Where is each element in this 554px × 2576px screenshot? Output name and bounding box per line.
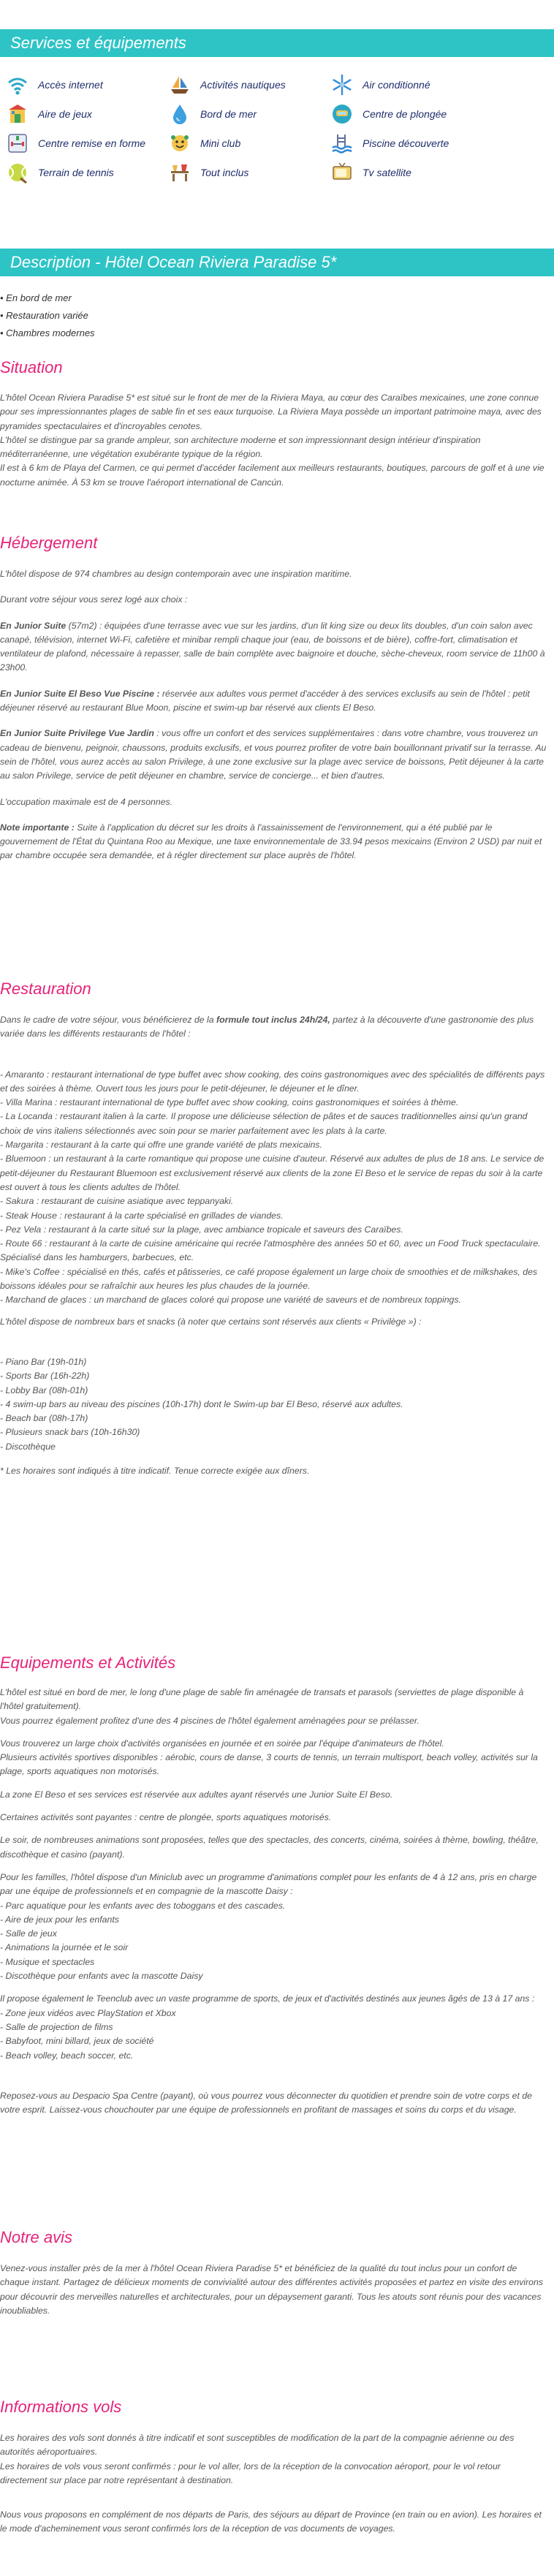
equipment-item — [330, 161, 411, 184]
equipment-label: Activités nautiques — [200, 79, 286, 91]
restauration-text — [0, 1013, 548, 1478]
list-item: - Villa Marina : restaurant international de type buffet avec show cooking, coins gastronomiques et soirées à thème. — [0, 1097, 459, 1108]
list-item: • En bord de mer — [0, 292, 72, 303]
equipment-item — [6, 132, 145, 155]
equipment-item — [168, 73, 286, 96]
equipment-item — [330, 132, 449, 155]
list-item: - Steak House : restaurant à la carte spécialisé en grillades de viandes. — [0, 1210, 284, 1221]
vols-title: Informations vols — [0, 2398, 122, 2416]
pool-icon — [330, 132, 354, 155]
list-item: • Restauration variée — [0, 310, 88, 321]
avis-title: Notre avis — [0, 2228, 73, 2246]
paragraph — [0, 821, 548, 863]
wifi-icon — [6, 73, 29, 96]
bold-text: Note importante : — [0, 822, 75, 833]
text: (57m2) : équipées d'une terrasse avec vue sur les jardins, d'un lit king size ou deux lits doubles, d'un coin salon avec canapé, télévision, internet Wi-Fi, cafetière et minibar rempli chaque jour (eau, de boissons et de bière), coffre-fort, climatisation et ventilateur de plafond, nécessaire à repasser, salle de bain complète avec baignoire et douche, sèche-cheveux, room service de 11h00 à 23h00. — [0, 620, 545, 673]
equipment-item — [330, 73, 430, 96]
equipment-item — [330, 102, 447, 126]
bold-text: formule tout inclus 24h/24, — [216, 1015, 330, 1025]
paragraph: L'hôtel est situé en bord de mer, le long d'une plage de sable fin aménagée de transats et parasols (serviettes de plage disponible à l'hôtel gratuitement). — [0, 1687, 524, 1712]
boat-icon — [168, 73, 191, 96]
list-item: - Salle de jeux — [0, 1928, 57, 1939]
list-item: - Piano Bar (19h-01h) — [0, 1356, 87, 1367]
list-item: - Aire de jeux pour les enfants — [0, 1914, 119, 1925]
paragraph: Reposez-vous au Despacio Spa Centre (payant), où vous pourrez vous déconnecter du quotidien et prendre soin de votre corps et de votre esprit. Laissez-vous chouchouter par une équipe de professionnels en profitant de massages et soins du corps et du visage. — [0, 2090, 533, 2115]
kids-club-icon — [168, 132, 191, 155]
paragraph: Les horaires de vols vous seront confirmés : pour le vol aller, lors de la réception de la convocation aéroport, pour le vol retour directement sur place par notre représentant à destination. — [0, 2461, 501, 2485]
bold-text: En Junior Suite El Beso Vue Piscine : — [0, 688, 160, 699]
paragraph: Vous trouverez un large choix d'activités organisées en journée et en soirée par l'équipe d'animateurs de l'hôtel. — [0, 1738, 444, 1749]
list-item: - La Locanda : restaurant italien à la carte. Il propose une délicieuse sélection de pâtes et de sauces traditionnelles ainsi qu'un grand choix de vins italiens sélectionnés avec soin pour se marier parfaitement avec les plats à la carte. — [0, 1111, 528, 1136]
diving-icon — [330, 102, 354, 126]
paragraph: L'occupation maximale est de 4 personnes. — [0, 796, 173, 807]
kids-list — [0, 1899, 548, 1984]
equipment-label: Terrain de tennis — [38, 167, 114, 178]
list-item: - Sakura : restaurant de cuisine asiatique avec teppanyaki. — [0, 1196, 234, 1207]
paragraph: L'hôtel dispose de 974 chambres au design contemporain avec une inspiration maritime. — [0, 569, 352, 579]
list-item: - Sports Bar (16h-22h) — [0, 1371, 90, 1382]
list-item: - Margarita : restaurant à la carte qui offre une grande variété de plats mexicains. — [0, 1140, 322, 1151]
teens-list — [0, 2007, 548, 2063]
paragraph: Les horaires des vols sont donnés à titre indicatif et sont susceptibles de modification de la part de la compagnie aérienne ou des autorités aéroportuaires. — [0, 2433, 515, 2458]
list-item: - Discothèque pour enfants avec la mascotte Daisy — [0, 1971, 203, 1982]
list-item: - 4 swim-up bars au niveau des piscines (10h-17h) dont le Swim-up bar El Beso, réservé aux adultes. — [0, 1398, 403, 1409]
list-item: - Parc aquatique pour les enfants avec des toboggans et des cascades. — [0, 1900, 286, 1911]
equipment-label: Aire de jeux — [38, 108, 92, 120]
list-item: - Beach volley, beach soccer, etc. — [0, 2050, 134, 2061]
paragraph: * Les horaires sont indiqués à titre indicatif. Tenue correcte exigée aux dîners. — [0, 1466, 310, 1477]
tv-icon — [330, 161, 354, 184]
equipment-label: Bord de mer — [200, 108, 257, 120]
list-item: - Marchand de glaces : un marchand de glaces coloré qui propose une variété de saveurs et de nombreux toppings. — [0, 1295, 461, 1306]
list-item: - Salle de projection de films — [0, 2021, 113, 2032]
paragraph: Nous vous proposons en complément de nos départs de Paris, des séjours au départ de Province (en train ou en avion). Les horaires et le mode d'acheminement vous seront confirmés lors de la réception de vos documents de voyages. — [0, 2509, 542, 2534]
bold-text: En Junior Suite Privilege Vue Jardin — [0, 728, 154, 739]
equipment-item — [6, 161, 114, 184]
list-item: - Discothèque — [0, 1441, 56, 1452]
equipements-title: Equipements et Activités — [0, 1653, 176, 1672]
equipment-label: Air conditionné — [363, 79, 430, 91]
text: : vous offre un confort et des services supplémentaires : dans votre chambre, vous trouverez un cadeau de bienvenu, peignoir, chaussons, produits exclusifs, et vous pourrez profiter de votre bain bouillonnant privatif sur la terrasse. Au sein de l'hôtel, vous aurez accès au salon Privilege, à une zone exclusive sur la plage avec service de boissons, Petit déjeuner à la carte au salon Privilege, service de petit déjeuner en chambre, service de concierge... et bien d'autres. — [0, 728, 547, 781]
paragraph — [0, 1013, 548, 1042]
situation-title: Situation — [0, 358, 63, 376]
playground-icon — [6, 102, 29, 126]
paragraph — [0, 687, 548, 716]
equipment-item — [168, 102, 257, 126]
list-item: - Babyfoot, mini billard, jeux de société — [0, 2036, 154, 2047]
paragraph: Venez-vous installer près de la mer à l'hôtel Ocean Riviera Paradise 5* et bénéficiez de la qualité du tout inclus pour un confort de chaque instant. Partagez de délicieux moments de convivialité autour des différentes activités proposées et partez en visite des environs pour découvrir des merveilles naturelles et architecturales, pour un dépaysement garanti. Tous les atouts sont réunis pour des vacances inoubliables. — [0, 2263, 544, 2316]
paragraph: Il propose également le Teenclub avec un vaste programme de sports, de jeux et d'activités destinés aux jeunes âgés de 13 à 17 ans : — [0, 1993, 535, 2004]
list-item: - Bluemoon : un restaurant à la carte romantique qui propose une cuisine d'auteur. Réservé aux adultes de plus de 18 ans. Le service de petit-déjeuner du Restaurant Bluemoon est exclusivement réservé aux clients de la zone El Beso et le service de repas du soir à la carte est ouvert à tous les clients adultes de l'hôtel. — [0, 1153, 544, 1192]
text: Dans le cadre de votre séjour, vous bénéficierez de la — [0, 1015, 216, 1025]
snowflake-icon — [330, 73, 354, 96]
tennis-icon — [6, 161, 29, 184]
text: Suite à l'application du décret sur les droits à l'assainissement de l'environnement, qui a été publié par le gouvernement de l'État du Quintana Roo au Mexique, une taxe environnementale de 33.94 pesos mexicains (Environ 2 USD) par nuit et par chambre occupée sera demandée, et à régler directement sur place auprès de l'hôtel. — [0, 822, 542, 861]
equipment-label: Accès internet — [38, 79, 103, 91]
equipment-item — [168, 161, 248, 184]
paragraph — [0, 619, 548, 675]
equipment-item — [168, 132, 240, 155]
equipment-item — [6, 73, 103, 96]
equipment-label: Centre remise en forme — [38, 137, 146, 149]
paragraph: Certaines activités sont payantes : centre de plongée, sports aquatiques motorisés. — [0, 1812, 332, 1823]
equipment-label: Tout inclus — [200, 167, 249, 178]
bold-text: En Junior Suite — [0, 620, 67, 631]
all-inclusive-icon — [168, 161, 191, 184]
hebergement-title: Hébergement — [0, 534, 98, 552]
restaurant-list — [0, 1068, 548, 1308]
vols-text — [0, 2431, 548, 2537]
equipment-label: Mini club — [200, 137, 241, 149]
list-item: - Lobby Bar (08h-01h) — [0, 1384, 88, 1395]
paragraph: Il est à 6 km de Playa del Carmen, ce qui permet d'accéder facilement aux meilleurs restaurants, boutiques, parcours de golf et à une vie nocturne animée. À 53 km se trouve l'aéroport international de Cancún. — [0, 463, 544, 488]
paragraph: La zone El Beso et ses services est réservée aux adultes ayant réservés une Junior Suite El Beso. — [0, 1789, 393, 1800]
paragraph: L'hôtel se distingue par sa grande ampleur, son architecture moderne et son impressionnant design intérieur d'inspiration méditerranéenne, une végétation exubérante typique de la région. — [0, 434, 481, 460]
list-item: - Amaranto : restaurant international de type buffet avec show cooking, des coins gastronomiques avec des spécialités de différents pays et des soirées à thème. Ouvert tous les jours pour le petit-déjeuner, le déjeuner et le dîner. — [0, 1069, 545, 1094]
list-item: - Animations la journée et le soir — [0, 1942, 129, 1953]
list-item: - Beach bar (08h-17h) — [0, 1413, 88, 1424]
list-item: • Chambres modernes — [0, 327, 95, 338]
paragraph: Pour les familles, l'hôtel dispose d'un Miniclub avec un programme d'animations complet pour les enfants de 4 à 12 ans, pris en charge par une équipe de professionnels et en compagnie de la mascotte Daisy : — [0, 1871, 537, 1897]
list-item: - Route 66 : restaurant à la carte de cuisine américaine qui recrée l'atmosphère des années 50 et 60, avec un Food Truck spectaculaire. Spécialisé dans les hamburgers, barbecues, etc. — [0, 1238, 541, 1263]
water-drop-icon — [168, 102, 191, 126]
bar-list — [0, 1355, 548, 1454]
paragraph: Le soir, de nombreuses animations sont proposées, telles que des spectacles, des concerts, cinéma, soirées à thème, bowling, théâtre, discothèque et casino (payant). — [0, 1835, 539, 1860]
paragraph: Durant votre séjour vous serez logé aux choix : — [0, 594, 188, 605]
list-item: - Zone jeux vidéos avec PlayStation et Xbox — [0, 2007, 176, 2018]
paragraph: L'hôtel dispose de nombreux bars et snacks (à noter que certains sont réservés aux clients « Privilège ») : — [0, 1316, 422, 1327]
equipment-label: Centre de plongée — [363, 108, 447, 120]
list-item: - Mike's Coffee : spécialisé en thés, cafés et pâtisseries, ce café propose également un large choix de smoothies et de milkshakes, des boissons idéales pour se rafraîchir aux heures les plus chaudes de la journée. — [0, 1266, 538, 1292]
description-banner: Description - Hôtel Ocean Riviera Paradise 5* — [0, 249, 554, 276]
text: réservée aux adultes vous permet d'accéder à des services exclusifs au sein de l'hôtel : petit déjeuner réservé au restaurant Blue Moon, piscine et swim-up bar réservé aux clients El Beso. — [0, 688, 530, 713]
list-item: - Plusieurs snack bars (10h-16h30) — [0, 1427, 140, 1438]
list-item: - Pez Vela : restaurant à la carte situé sur la plage, avec ambiance tropicale et saveurs des Caraïbes. — [0, 1224, 403, 1235]
equipment-label: Tv satellite — [363, 167, 411, 178]
paragraph — [0, 727, 548, 783]
hebergement-text — [0, 567, 548, 863]
equipment-label: Piscine découverte — [363, 137, 449, 149]
paragraph: Plusieurs activités sportives disponibles : aérobic, cours de danse, 3 courts de tennis, un terrain multisport, beach volley, activités sur la plage, sports aquatiques non motorisés. — [0, 1752, 538, 1777]
avis-text — [0, 2262, 548, 2318]
text: partez à la découverte d'une gastronomie des plus variée dans les différents restaurants de l'hôtel : — [0, 1015, 534, 1039]
paragraph: L'hôtel Ocean Riviera Paradise 5* est situé sur le front de mer de la Riviera Maya, au cœur des Caraïbes mexicaines, une zone connue pour ses impressionnantes plages de sable fin et ses eaux turquoise. La Riviera Maya possède un important patrimoine maya, avec des pyramides spectaculaires et d'incroyables cenotes. — [0, 393, 542, 431]
restauration-title: Restauration — [0, 980, 91, 998]
equipements-text — [0, 1686, 548, 2117]
paragraph: Vous pourrez également profitez d'une des 4 piscines de l'hôtel également aménagées pour se prélasser. — [0, 1715, 420, 1726]
fitness-icon — [6, 132, 29, 155]
description-bullets — [0, 289, 95, 342]
equipment-banner: Services et équipements — [0, 29, 554, 57]
list-item: - Musique et spectacles — [0, 1956, 95, 1967]
situation-text — [0, 391, 548, 490]
equipment-item — [6, 102, 92, 126]
